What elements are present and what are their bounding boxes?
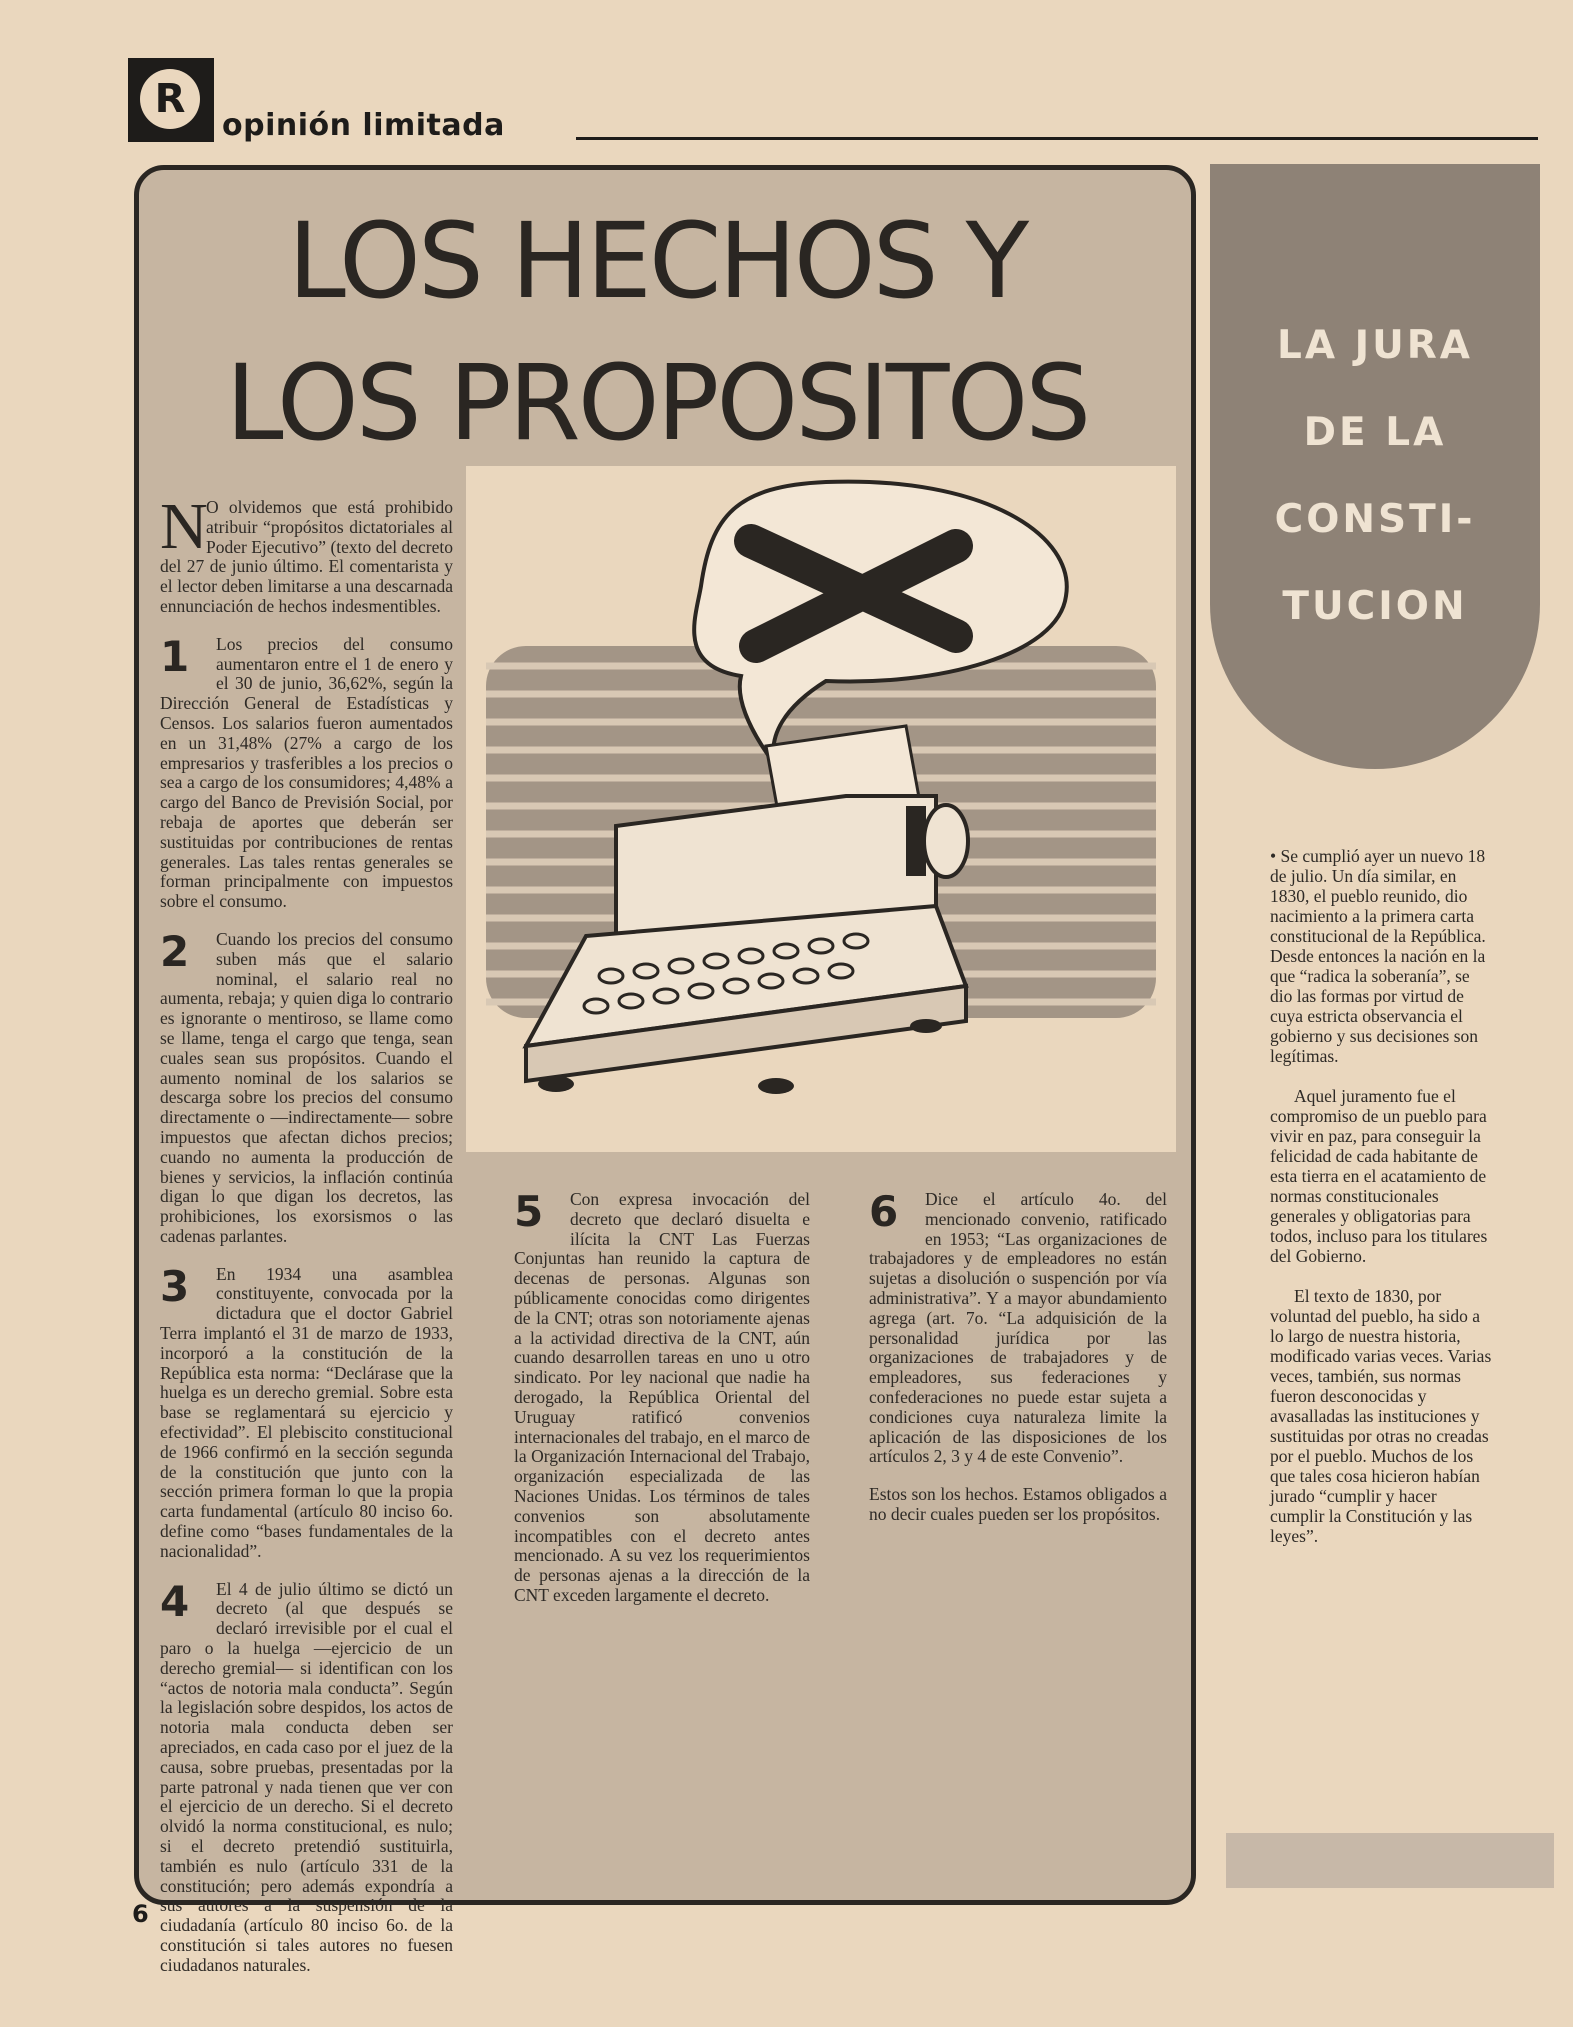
sidebar-title-line-1: LA JURA: [1276, 323, 1473, 368]
point-number-2: 2: [160, 926, 190, 976]
drop-cap: N: [160, 490, 208, 563]
typewriter-illustration: [466, 466, 1176, 1152]
point-6: [869, 1187, 1167, 1467]
point-number-6: 6: [869, 1187, 899, 1236]
article-column-3: [869, 1187, 1167, 1543]
point-number-4: 4: [160, 1576, 190, 1626]
article-column-1: [160, 490, 453, 1994]
sidebar-title-line-4: TUCION: [1282, 584, 1468, 629]
article-column-2: [514, 1187, 810, 1624]
sidebar-title-line-2: DE LA: [1303, 410, 1447, 455]
point-text-5: Con expresa invocación del decreto que declaró disuelta e ilícita la CNT Las Fuerzas Conjuntas han reunido la captura de decenas de personas. Algunas son públicamente conocidas como dirigentes de la CNT; otras son notoriamente ajenas a la actividad directiva de la CNT, aún cuando desarrollen tareas en uno u otro sindicato. Por ley nacional que nadie ha derogado, la República Oriental del Uruguay ratificó convenios internacionales del trabajo, en el marco de la Organización Internacional del Trabajo, organización especializada de las Naciones Unidas. Los términos de tales convenios son absolutamente incompatibles con el decreto antes mencionado. A su vez los requerimientos de personas ajenas a la dirección de la CNT exceden largamente el decreto.: [514, 1189, 810, 1605]
sidebar-column: [1270, 846, 1492, 1566]
article-headline: [142, 190, 1172, 474]
section-title: opinión limitada: [222, 108, 505, 143]
point-text-6: Dice el artículo 4o. del mencionado convenio, ratificado en 1953; “Las organizaciones de trabajadores y de empleadores no están sujetas a disolución o suspención por vía administrativa”. Y a mayor abundamiento agrega (art. 7o. “La adquisición de la personalidad jurídica por las organizaciones de trabajadores y de empleadores, sus federaciones y confederaciones no puede estar sujeta a condiciones cuya naturaleza limite la aplicación de las disposiciones de los artículos 2, 3 y 4 de este Convenio”.: [869, 1189, 1167, 1467]
point-text-4: El 4 de julio último se dictó un decreto (al que después se declaró irrevisible por el cual el paro o la huelga —ejercicio de un derecho gremial— si identifican con los “actos de notoria mala conducta”. Según la legislación sobre despidos, los actos de notoria mala conducta deben ser apreciados, en cada caso por el juez de la causa, sobre pruebas, presentadas por la parte patronal y nada tienen que ver con el ejercicio de un derecho. Si el decreto olvidó la norma constitucional, es nulo; si el decreto pretendió sustituirla, también es nulo (artículo 331 de la constitución; pero además expondría a sus autores a la suspensión de la ciudadanía (artículo 80 inciso 6o. de la constitución si tales autores no fuesen ciudadanos naturales.: [160, 1578, 453, 1975]
point-text-2: Cuando los precios del consumo suben más que el salario nominal, el salario real no aumenta, rebaja; y quien diga lo contrario es ignorante o mentiroso, se llame como se llame, tenga el cargo que tenga, sean cuales sean sus propósitos. Cuando el aumento nominal de los salarios se descarga sobre los precios del consumo directamente o —indirectamente— sobre impuestos que afectan dichos precios; cuando no aumenta la producción de bienes y servicios, la inflación continúa digan lo que digan los decretos, las prohibiciones, los exorsismos o las cadenas parlantes.: [160, 928, 453, 1246]
bullet-icon: •: [1270, 846, 1277, 866]
point-text-3: En 1934 una asamblea constituyente, convocada por la dictadura que el doctor Gabriel Terra implantó el 31 de marzo de 1933, incorporó a la constitución de la República esta norma: “Declárase que la huelga es un derecho gremial. Sobre esta base se reglamentará su ejercicio y efectividad”. El plebiscito constitucional de 1966 confirmó en la sección segunda de la constitución que junto con la sección primera forman lo que la propia carta fundamental (artículo 80 inciso 6o. define como “bases fundamentales de la nacionalidad”.: [160, 1263, 453, 1561]
sidebar-bottom-bar: [1226, 1833, 1554, 1888]
point-number-5: 5: [514, 1187, 544, 1236]
page-number: 6: [132, 1900, 149, 1928]
point-number-3: 3: [160, 1261, 190, 1311]
point-2: [160, 926, 453, 1247]
intro-paragraph: N O olvidemos que está prohibido atribuir “propósitos dictatoriales al Poder Ejecutivo” (texto del decreto del 27 de junio último. El comentarista y el lector deben limitarse a una descarnada ennunciación de hechos indesmentibles.: [160, 490, 453, 616]
sidebar-title-line-3: CONSTI-: [1274, 497, 1476, 542]
headline-line-1: LOS HECHOS Y: [287, 200, 1027, 322]
header-rule: [576, 137, 1538, 140]
logo-letter: R: [154, 76, 186, 122]
headline-line-2: LOS PROPOSITOS: [225, 342, 1089, 464]
sidebar-title: [1210, 302, 1540, 650]
point-4: [160, 1576, 453, 1976]
sidebar-paragraph-2: Aquel juramento fue el compromiso de un pueblo para vivir en paz, para conseguir la felicidad de cada habitante de esta tierra en el acatamiento de normas constitucionales generales y obligatorias para todos, incluso para los titulares del Gobierno.: [1270, 1086, 1488, 1266]
point-3: [160, 1261, 453, 1562]
sidebar-paragraph-3: El texto de 1830, por voluntad del pueblo, ha sido a lo largo de nuestra historia, modificado varias veces. Varias veces, también, sus normas fueron desconocidas y avasalladas las instituciones y sustituidas por otras no creadas por el pueblo. Muchos de los que tales cosa hicieron habían jurado “cumplir y hacer cumplir la Constitución y las leyes”.: [1270, 1286, 1492, 1546]
point-5: [514, 1187, 810, 1606]
sidebar-paragraph-1: • Se cumplió ayer un nuevo 18 de julio. Un día similar, en 1830, el pueblo reunido, dio nacimiento a la primera carta constitucional de la República. Desde entonces la nación en la que “radica la soberanía”, se dio las formas por virtud de cuya estricta observancia el gobierno y sus decisiones son legítimas.: [1270, 846, 1486, 1066]
point-1: [160, 631, 453, 912]
point-number-1: 1: [160, 631, 190, 681]
point-text-1: Los precios del consumo aumentaron entre el 1 de enero y el 30 de junio, 36,62%, según la Dirección General de Estadísticas y Censos. Los salarios fueron aumentados en un 31,48% (27% a cargo de los empresarios y trasferibles a los precios o sea a cargo de los consumidores; 4,48% a cargo del Banco de Previsión Social, por rebaja de aportes que deberán ser sustituidas por contribuciones de rentas generales. Las tales rentas generales se forman principalmente con impuestos sobre el consumo.: [160, 633, 453, 912]
typewriter-icon: [466, 466, 1176, 1152]
closing-paragraph: Estos son los hechos. Estamos obligados a no decir cuales pueden ser los propósitos.: [869, 1484, 1167, 1524]
magazine-logo: [128, 58, 214, 142]
